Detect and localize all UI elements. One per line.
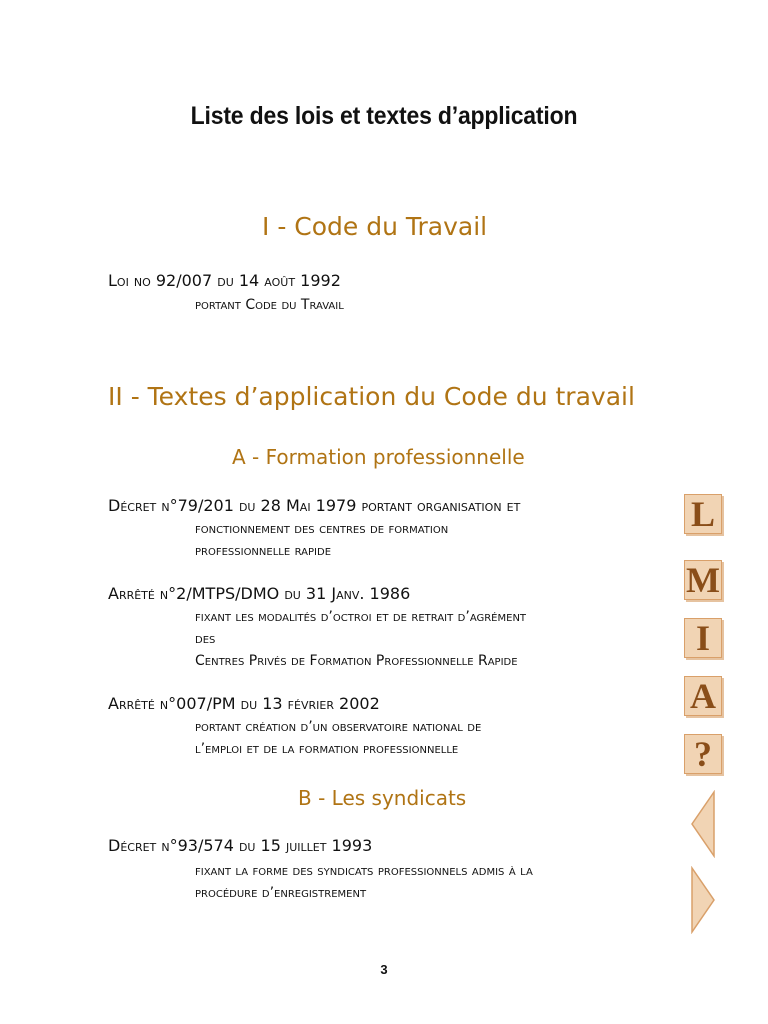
entry-line: Arrêté n°007/PM du 13 février 2002: [108, 694, 380, 713]
subsection-heading-syndicats: B - Les syndicats: [298, 786, 467, 810]
entry-line: Décret n°93/574 du 15 juillet 1993: [108, 836, 373, 855]
page-number: 3: [380, 962, 388, 977]
section-heading-textes-application: II - Textes d’application du Code du travail: [108, 382, 635, 411]
document-title: Liste des lois et textes d’application: [190, 102, 578, 130]
subsection-heading-formation: A - Formation professionnelle: [232, 445, 525, 469]
entry-sub-line: portant création d’un observatoire national de: [195, 719, 482, 735]
section-heading-code-du-travail: I - Code du Travail: [262, 212, 488, 241]
nav-letter-l-button[interactable]: L: [684, 494, 722, 534]
entry-sub-line: portant Code du Travail: [195, 297, 344, 313]
entry-sub-line: fixant la forme des syndicats professionnels admis à la: [195, 863, 533, 879]
entry-sub-line: procédure d’enregistrement: [195, 885, 367, 901]
triangle-left-icon[interactable]: [690, 790, 716, 858]
entry-sub-line: Centres Privés de Formation Professionnelle Rapide: [195, 653, 518, 669]
entry-line: Arrêté n°2/MTPS/DMO du 31 Janv. 1986: [108, 584, 411, 603]
entry-sub-line: professionnelle rapide: [195, 543, 332, 559]
nav-letter-a-button[interactable]: A: [684, 676, 722, 716]
nav-letter-m-button[interactable]: M: [684, 560, 722, 600]
entry-sub-line: l’emploi et de la formation professionnelle: [195, 741, 459, 757]
entry-line: Décret n°79/201 du 28 Mai 1979 portant organisation et: [108, 496, 521, 515]
entry-sub-line: fixant les modalités d’octroi et de retrait d’agrément: [195, 609, 527, 625]
triangle-right-icon[interactable]: [690, 866, 716, 934]
entry-sub-line: des: [195, 631, 216, 647]
entry-sub-line: fonctionnement des centres de formation: [195, 521, 449, 537]
nav-letter-i-button[interactable]: I: [684, 618, 722, 658]
nav-help-button[interactable]: ?: [684, 734, 722, 774]
entry-line: Loi no 92/007 du 14 août 1992: [108, 271, 341, 290]
